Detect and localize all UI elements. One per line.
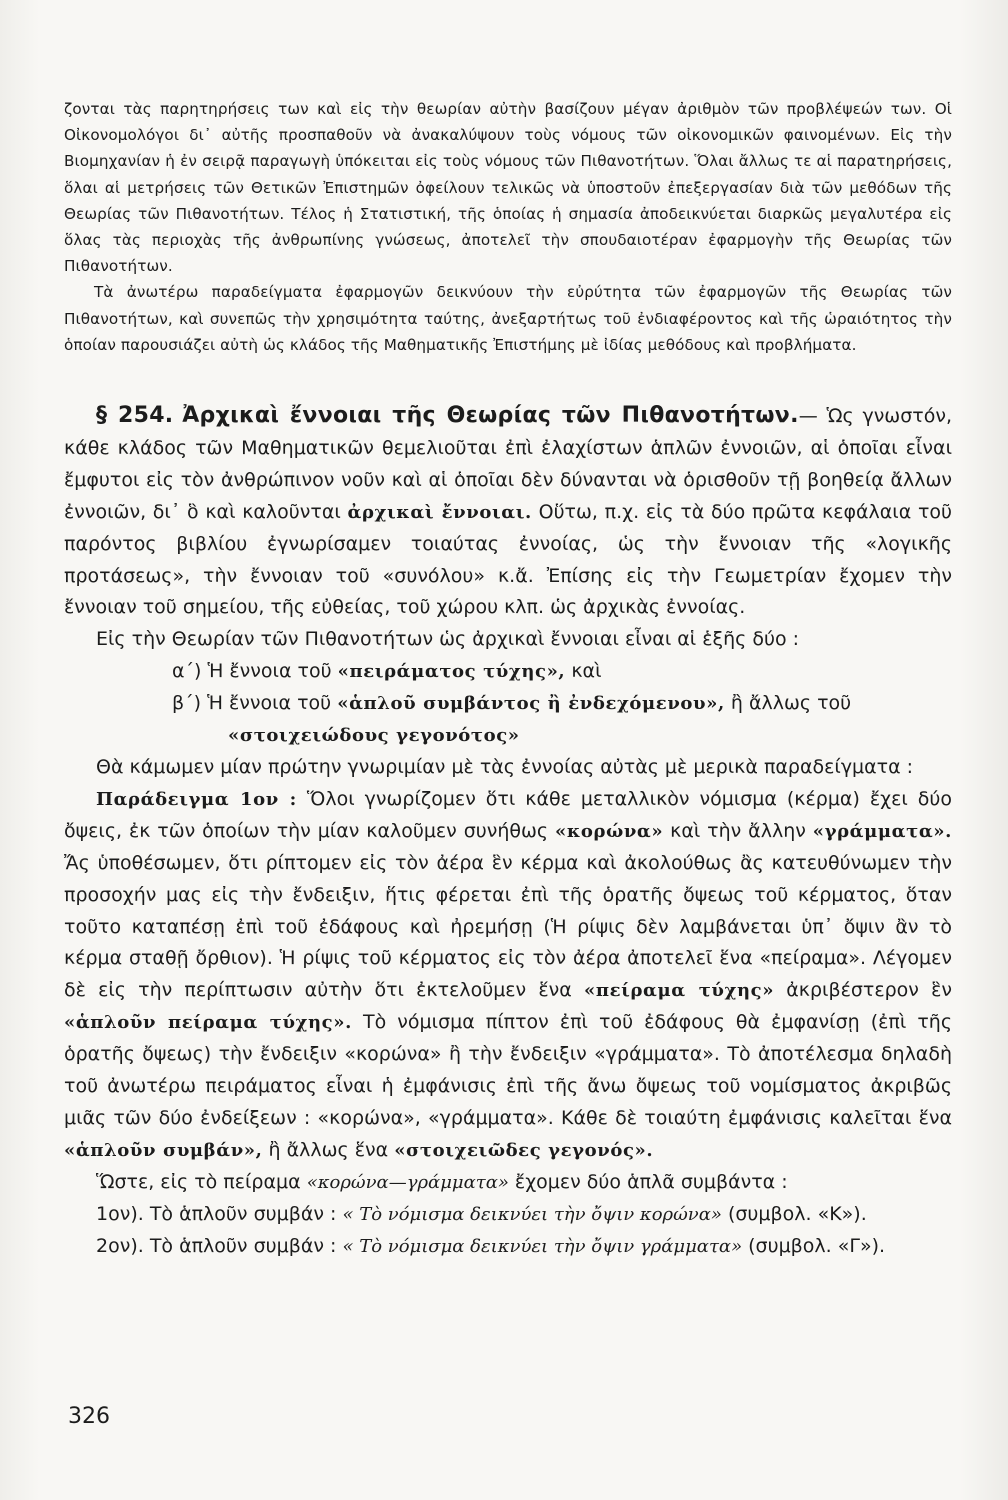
example-text-b: καὶ τὴν ἄλλην bbox=[670, 819, 806, 842]
simple-event-1-lead: 1ον). Τὸ ἁπλοῦν συμβάν : bbox=[96, 1202, 337, 1225]
list-item-a-tail: καὶ bbox=[571, 660, 602, 683]
list-item-b-continued bbox=[64, 720, 952, 752]
simple-event-2-italic: « Τὸ νόμισμα δεικνύει τὴν ὄψιν γράμματα» bbox=[342, 1235, 743, 1257]
list-item-b-lead: β΄) Ἡ ἔννοια τοῦ bbox=[172, 692, 332, 715]
section-dash: — bbox=[798, 405, 818, 427]
paragraph-4-italic: «κορώνα—γράμματα» bbox=[306, 1171, 509, 1193]
term-stoixeiodes-gegonos: «στοιχειῶδες γεγονός». bbox=[394, 1139, 654, 1161]
example-text-e: Τὸ νόμισμα πίπτον ἐπὶ τοῦ ἐδάφους θὰ ἐμφανίσῃ (ἐπὶ τῆς ὁρατῆς ὄψεως) τὴν ἔνδειξιν «κορώνα» ἢ τὴν ἔνδειξιν «γράμματα». Τὸ ἀποτέλεσμα δηλαδὴ τοῦ ἀνωτέρω πειράματος εἶναι ἡ ἐμφάνισις ἐπὶ τῆς ἄνω ὄψεως τοῦ νομίσματος ἀκριβῶς μιᾶς τῶν δύο ἐνδείξεων : «κορώνα», «γράμματα». Κάθε δὲ τοιαύτη ἐμφάνισις καλεῖται ἕνα bbox=[64, 1011, 952, 1129]
section-block bbox=[64, 400, 952, 1262]
paragraph-4-b: ἔχομεν δύο ἁπλᾶ συμβάντα : bbox=[514, 1170, 788, 1193]
term-aplou-symvantos: «ἁπλοῦ συμβάντος ἢ ἐνδεχόμενου», bbox=[337, 693, 725, 715]
intro-block bbox=[64, 96, 952, 358]
simple-event-2 bbox=[64, 1231, 952, 1263]
term-peirama-tyxis-2: «πείραμα τύχης» bbox=[583, 980, 775, 1002]
section-paragraph-4 bbox=[64, 1167, 952, 1199]
example-text-a: Ὅλοι γνωρίζομεν ὅτι κάθε μεταλλικὸν νόμισμα (κέρμα) ἔχει δύο ὄψεις, ἐκ τῶν ὁποίων τὴν μίαν καλοῦμεν συνήθως bbox=[64, 787, 952, 842]
section-text-a: Ὡς γνωστόν, κάθε κλάδος τῶν Μαθηματικῶν θεμελιοῦται ἐπὶ ἐλαχίστων ἁπλῶν ἐννοιῶν, αἱ ὁποῖαι εἶναι ἔμφυτοι εἰς τὸν ἀνθρώπινον νοῦν καὶ αἱ ὁποῖαι δὲν δύνανται νὰ ὁρισθοῦν τῇ βοηθείᾳ ἄλλων ἐννοιῶν, δι᾽ ὃ καὶ καλοῦνται bbox=[64, 405, 952, 523]
intro-paragraph-1: ζονται τὰς παρητηρήσεις των καὶ εἰς τὴν θεωρίαν αὐτὴν βασίζουν μέγαν ἀριθμὸν τῶν προβλέψεών των. Οἱ Οἰκονομολόγοι δι᾽ αὐτῆς προσπαθοῦν νὰ ἀνακαλύψουν τοὺς νόμους τῶν οἰκονομικῶν φαινομένων. Εἰς τὴν Βιομηχανίαν ἡ ἐν σειρᾷ παραγωγὴ ὑπόκειται εἰς τοὺς νόμους τῶν Πιθανοτήτων. Ὅλαι ἄλλως τε αἱ παρατηρήσεις, ὅλαι αἱ μετρήσεις τῶν Θετικῶν Ἐπιστημῶν ὀφείλουν τελικῶς νὰ ὑποστοῦν ἐπεξεργασίαν διὰ τῶν μεθόδων τῆς Θεωρίας τῶν Πιθανοτήτων. Τέλος ἡ Στατιστική, τῆς ὁποίας ἡ σημασία ἀποδεικνύεται διαρκῶς μεγαλυτέρα εἰς ὅλας τὰς περιοχὰς τῆς ἀνθρωπίνης γνώσεως, ἀποτελεῖ τὴν σπουδαιοτέραν ἐφαρμογὴν τῆς Θεωρίας τῶν Πιθανοτήτων. bbox=[64, 100, 952, 276]
section-paragraph-1 bbox=[64, 400, 952, 624]
example-paragraph bbox=[64, 784, 952, 1167]
term-korona: «κορώνα» bbox=[554, 820, 664, 842]
section-paragraph-3: Θὰ κάμωμεν μίαν πρώτην γνωριμίαν μὲ τὰς ἐννοίας αὐτὰς μὲ μερικὰ παραδείγματα : bbox=[96, 755, 914, 778]
simple-event-1 bbox=[64, 1199, 952, 1231]
example-text-d: ἀκριβέστερον ἓν bbox=[786, 979, 952, 1002]
term-stoixeiodous-gegonotos: «στοιχειώδους γεγονότος» bbox=[228, 725, 520, 747]
section-number: § 254. bbox=[96, 403, 174, 428]
example-text-c: Ἄς ὑποθέσωμεν, ὅτι ρίπτομεν εἰς τὸν ἀέρα ἓν κέρμα καὶ ἀκολούθως ἂς κατευθύνωμεν τὴν προσοχήν μας εἰς τὴν ἔνδειξιν, ἥτις φέρεται ἐπὶ τῆς ὁρατῆς ὄψεως τοῦ κέρματος, ὅταν τοῦτο καταπέσῃ ἐπὶ τοῦ ἐδάφους καὶ ἠρεμήσῃ (Ἡ ρίψις δὲν λαμβάνεται ὑπ᾽ ὄψιν ἂν τὸ κέρμα σταθῇ ὄρθιον). Ἡ ρίψις τοῦ κέρματος εἰς τὸν ἀέρα ἀποτελεῖ ἕνα «πείραμα». Λέγομεν δὲ εἰς τὴν περίπτωσιν αὐτὴν ὅτι ἐκτελοῦμεν ἕνα bbox=[64, 851, 952, 1002]
example-label: Παράδειγμα 1ον : bbox=[96, 788, 297, 810]
term-archikai-ennoiai: ἀρχικαὶ ἔννοιαι. bbox=[347, 501, 532, 523]
term-grammata: «γράμματα». bbox=[812, 820, 953, 842]
simple-event-2-symbol: (συμβολ. «Γ»). bbox=[748, 1234, 886, 1257]
term-aploun-symvan: «ἁπλοῦν συμβάν», bbox=[64, 1139, 263, 1161]
example-text-f: ἢ ἄλλως ἕνα bbox=[268, 1138, 389, 1161]
list-item-b-tail: ἢ ἄλλως τοῦ bbox=[730, 692, 852, 715]
simple-event-2-lead: 2ον). Τὸ ἁπλοῦν συμβάν : bbox=[96, 1234, 337, 1257]
list-item-a bbox=[64, 656, 952, 688]
term-aploun-peirama: «ἁπλοῦν πείραμα τύχης». bbox=[64, 1012, 352, 1034]
list-item-a-lead: α΄) Ἡ ἔννοια τοῦ bbox=[172, 660, 332, 683]
section-paragraph-2: Εἰς τὴν Θεωρίαν τῶν Πιθανοτήτων ὡς ἀρχικαὶ ἔννοιαι εἶναι αἱ ἑξῆς δύο : bbox=[96, 628, 800, 651]
section-title: Ἀρχικαὶ ἔννοιαι τῆς Θεωρίας τῶν Πιθανοτήτων. bbox=[182, 403, 799, 428]
page-number: 326 bbox=[68, 1404, 110, 1429]
simple-event-1-italic: « Τὸ νόμισμα δεικνύει τὴν ὄψιν κορώνα» bbox=[342, 1203, 722, 1225]
section-text-c: Οὕτω, π.χ. εἰς τὰ δύο πρῶτα κεφάλαια τοῦ παρόντος βιβλίου ἐγνωρίσαμεν τοιαύτας ἐννοίας, ὡς τὴν ἔννοιαν τῆς «λογικῆς προτάσεως», τὴν ἔννοιαν τοῦ «συνόλου» κ.ἄ. Ἐπίσης εἰς τὴν Γεωμετρίαν ἔχομεν τὴν ἔννοιαν τοῦ σημείου, τῆς εὐθείας, τοῦ χώρου κλπ. ὡς ἀρχικὰς ἐννοίας. bbox=[64, 500, 952, 619]
term-peirama-tyxis: «πειράματος τύχης», bbox=[337, 661, 566, 683]
list-item-b bbox=[64, 688, 952, 720]
intro-paragraph-2: Τὰ ἀνωτέρω παραδείγματα ἐφαρμογῶν δεικνύουν τὴν εὐρύτητα τῶν ἐφαρμογῶν τῆς Θεωρίας τῶν Πιθανοτήτων, καὶ συνεπῶς τὴν χρησιμότητα ταύτης, ἀνεξαρτήτως τοῦ ἐνδιαφέροντος καὶ τῆς ὡραιότητος τὴν ὁποίαν παρουσιάζει αὐτὴ ὡς κλάδος τῆς Μαθηματικῆς Ἐπιστήμης μὲ ἰδίας μεθόδους καὶ προβλήματα. bbox=[64, 283, 952, 354]
simple-event-1-symbol: (συμβολ. «Κ»). bbox=[727, 1202, 867, 1225]
paragraph-4-a: Ὥστε, εἰς τὸ πείραμα bbox=[96, 1170, 301, 1193]
